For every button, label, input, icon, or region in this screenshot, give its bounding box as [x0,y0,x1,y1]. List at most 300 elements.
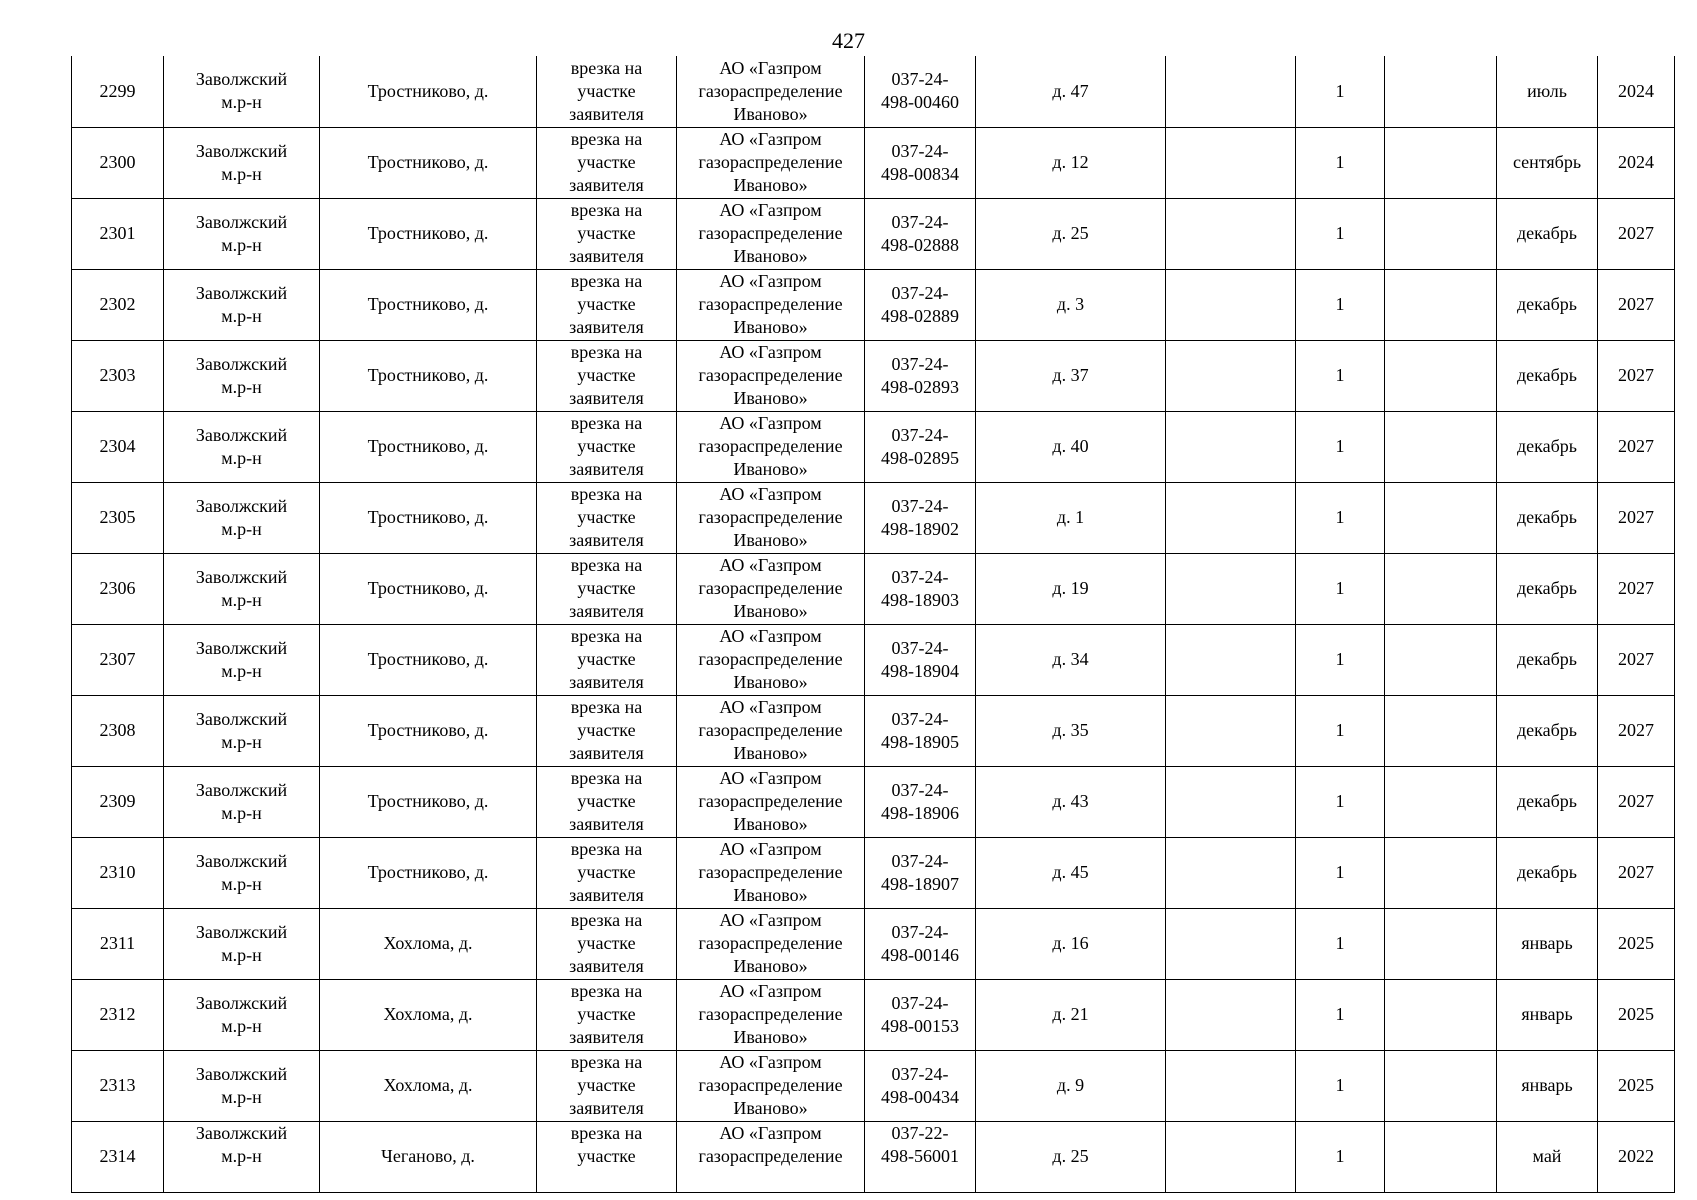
year-cell: 2027 [1598,553,1675,624]
organization-cell [677,837,865,908]
settlement-cell: Тростниково, д. [320,56,537,127]
organization-line: Иваново» [733,317,808,337]
organization-line: газораспределение [698,436,843,456]
quantity-cell: 1 [1296,269,1385,340]
connection-method-line: заявителя [569,459,644,479]
district-cell [164,1121,320,1192]
application-code-line: 498-02889 [881,305,959,326]
organization-cell [677,198,865,269]
connection-method-line: заявителя [569,1027,644,1047]
district-cell [164,979,320,1050]
organization-cell [677,766,865,837]
district-line: м.р-н [221,234,262,255]
application-code-line: 037-24- [891,921,949,942]
settlement-cell: Хохлома, д. [320,1050,537,1121]
house-number-cell: д. 35 [976,695,1166,766]
quantity-cell: 1 [1296,340,1385,411]
settlement-cell: Тростниково, д. [320,198,537,269]
organization-cell [677,1121,865,1192]
empty-cell [1385,411,1497,482]
district-line: Заволжский [195,566,288,587]
district-line: Заволжский [195,424,288,445]
empty-cell [1385,979,1497,1050]
settlement-cell: Тростниково, д. [320,624,537,695]
district-line: м.р-н [221,731,262,752]
house-number-cell: д. 16 [976,908,1166,979]
organization-line: газораспределение [698,80,843,101]
application-code-line: 498-56001 [881,1145,959,1166]
district-line: Заволжский [195,495,288,516]
empty-cell [1166,553,1296,624]
connection-method-line: врезка на [570,626,643,646]
table-row [72,127,1675,198]
quantity-cell: 1 [1296,624,1385,695]
house-number-cell: д. 34 [976,624,1166,695]
connection-method-line: участке [577,791,636,811]
connection-method-line: заявителя [569,743,644,763]
connection-method-line: участке [577,578,636,598]
application-code-line: 498-18903 [881,589,959,610]
month-cell: декабрь [1497,624,1598,695]
house-number-cell: д. 3 [976,269,1166,340]
application-code-cell [865,198,976,269]
district-cell [164,198,320,269]
application-code-cell [865,979,976,1050]
connection-method-line: участке [577,1075,636,1095]
application-code-cell [865,695,976,766]
organization-line: Иваново» [733,103,808,124]
empty-cell [1166,411,1296,482]
application-code-line: 037-24- [891,566,949,587]
connection-method-line: врезка на [570,57,643,78]
connection-method-cell [537,198,677,269]
connection-method-cell [537,269,677,340]
district-line: Заволжский [195,779,288,800]
application-code-line: 037-24- [891,495,949,516]
organization-line: Иваново» [733,814,808,834]
application-code-cell [865,56,976,127]
district-line: Заволжский [195,140,288,161]
application-code-cell [865,766,976,837]
house-number-cell: д. 12 [976,127,1166,198]
organization-cell [677,908,865,979]
organization-line: АО «Газпром [719,768,822,788]
organization-line: АО «Газпром [719,129,822,149]
page-number: 427 [832,28,865,53]
district-line: Заволжский [195,850,288,871]
application-code-cell [865,482,976,553]
empty-cell [1385,56,1497,127]
application-code-line: 037-24- [891,424,949,445]
connection-method-line: участке [577,365,636,385]
district-line: м.р-н [221,802,262,823]
connection-method-line: врезка на [570,413,643,433]
row-number-cell: 2310 [72,837,164,908]
organization-line: газораспределение [698,933,843,953]
district-cell [164,482,320,553]
application-code-line: 037-24- [891,1063,949,1084]
connection-method-line: заявителя [569,885,644,905]
row-number-cell: 2300 [72,127,164,198]
house-number-cell: д. 1 [976,482,1166,553]
organization-line: АО «Газпром [719,697,822,717]
organization-line: Иваново» [733,388,808,408]
connection-method-line: участке [577,720,636,740]
district-line: м.р-н [221,1086,262,1107]
organization-line: АО «Газпром [719,342,822,362]
empty-cell [1385,908,1497,979]
application-code-line: 037-24- [891,353,949,374]
empty-cell [1385,340,1497,411]
table-row [72,979,1675,1050]
connection-method-line: врезка на [570,697,643,717]
application-code-line: 498-00460 [881,92,959,113]
table-row [72,269,1675,340]
month-cell: декабрь [1497,482,1598,553]
district-line: м.р-н [221,376,262,397]
organization-line: газораспределение [698,223,843,243]
row-number-cell: 2308 [72,695,164,766]
connection-method-line: участке [577,1145,636,1166]
organization-line: АО «Газпром [719,1052,822,1072]
district-line: м.р-н [221,1145,262,1166]
organization-cell [677,411,865,482]
month-cell: декабрь [1497,766,1598,837]
empty-cell [1166,908,1296,979]
month-cell: январь [1497,979,1598,1050]
connection-method-cell [537,766,677,837]
year-cell: 2025 [1598,979,1675,1050]
district-line: Заволжский [195,211,288,232]
table-row [72,411,1675,482]
month-cell: июль [1497,56,1598,127]
application-code-line: 037-24- [891,637,949,658]
organization-line: газораспределение [698,649,843,669]
quantity-cell: 1 [1296,198,1385,269]
application-code-cell [865,1121,976,1192]
connection-method-line: врезка на [570,129,643,149]
application-code-line: 498-18905 [881,731,959,752]
connection-method-line: врезка на [570,271,643,291]
connection-method-line: врезка на [570,555,643,575]
table-row [72,908,1675,979]
organization-line: газораспределение [698,507,843,527]
organization-line: газораспределение [698,791,843,811]
organization-cell [677,979,865,1050]
district-line: Заволжский [195,992,288,1013]
connection-method-line: заявителя [569,317,644,337]
connection-method-cell [537,340,677,411]
district-line: м.р-н [221,944,262,965]
month-cell: сентябрь [1497,127,1598,198]
house-number-cell: д. 47 [976,56,1166,127]
year-cell: 2025 [1598,1050,1675,1121]
organization-line: газораспределение [698,862,843,882]
connection-method-line: заявителя [569,672,644,692]
application-code-line: 037-24- [891,992,949,1013]
connection-method-line: врезка на [570,981,643,1001]
row-number-cell: 2309 [72,766,164,837]
connection-method-cell [537,1050,677,1121]
empty-cell [1385,553,1497,624]
connection-method-line: заявителя [569,956,644,976]
row-number-cell: 2312 [72,979,164,1050]
organization-cell [677,553,865,624]
quantity-cell: 1 [1296,766,1385,837]
organization-cell [677,340,865,411]
organization-cell [677,624,865,695]
quantity-cell: 1 [1296,1121,1385,1192]
empty-cell [1385,482,1497,553]
connection-method-cell [537,56,677,127]
district-line: Заволжский [195,1063,288,1084]
district-line: м.р-н [221,589,262,610]
quantity-cell: 1 [1296,979,1385,1050]
year-cell: 2027 [1598,411,1675,482]
settlement-cell: Тростниково, д. [320,411,537,482]
row-number-cell: 2311 [72,908,164,979]
quantity-cell: 1 [1296,1050,1385,1121]
month-cell: декабрь [1497,695,1598,766]
year-cell: 2022 [1598,1121,1675,1192]
connection-method-line: заявителя [569,530,644,550]
application-code-line: 498-18904 [881,660,959,681]
application-code-line: 037-24- [891,850,949,871]
empty-cell [1385,695,1497,766]
organization-line: АО «Газпром [719,555,822,575]
settlement-cell: Тростниково, д. [320,340,537,411]
connection-method-line: участке [577,436,636,456]
quantity-cell: 1 [1296,56,1385,127]
house-number-cell: д. 43 [976,766,1166,837]
organization-line: Иваново» [733,246,808,266]
month-cell: декабрь [1497,340,1598,411]
application-code-line: 037-24- [891,69,949,90]
organization-line: газораспределение [698,720,843,740]
application-code-line: 037-24- [891,140,949,161]
organization-line: Иваново» [733,956,808,976]
table-row [72,624,1675,695]
connection-method-line: врезка на [570,839,643,859]
organization-cell [677,695,865,766]
organization-line: газораспределение [698,1004,843,1024]
connection-method-line: врезка на [570,1052,643,1072]
district-line: м.р-н [221,873,262,894]
house-number-cell: д. 40 [976,411,1166,482]
empty-cell [1385,837,1497,908]
district-line: Заволжский [195,282,288,303]
empty-cell [1166,624,1296,695]
connection-method-cell [537,411,677,482]
row-number-cell: 2303 [72,340,164,411]
organization-line: АО «Газпром [719,839,822,859]
house-number-cell: д. 25 [976,1121,1166,1192]
connection-method-line: заявителя [569,814,644,834]
application-code-cell [865,1050,976,1121]
district-line: м.р-н [221,92,262,113]
month-cell: декабрь [1497,269,1598,340]
organization-line: Иваново» [733,1098,808,1118]
district-cell [164,908,320,979]
empty-cell [1385,624,1497,695]
row-number-cell: 2304 [72,411,164,482]
year-cell: 2027 [1598,766,1675,837]
connection-method-line: участке [577,223,636,243]
application-code-line: 498-18907 [881,873,959,894]
month-cell: декабрь [1497,837,1598,908]
application-code-line: 037-24- [891,708,949,729]
organization-line: газораспределение [698,1145,843,1166]
connection-method-cell [537,908,677,979]
connection-method-line: участке [577,1004,636,1024]
empty-cell [1385,269,1497,340]
quantity-cell: 1 [1296,908,1385,979]
organization-line: газораспределение [698,152,843,172]
connection-method-line: врезка на [570,1122,643,1143]
empty-cell [1166,340,1296,411]
organization-cell [677,269,865,340]
connection-method-line: врезка на [570,342,643,362]
application-code-line: 498-00434 [881,1086,959,1107]
application-code-cell [865,837,976,908]
application-code-line: 037-22- [891,1122,949,1143]
settlement-cell: Тростниково, д. [320,695,537,766]
connection-method-cell [537,1121,677,1192]
quantity-cell: 1 [1296,553,1385,624]
connection-method-line: участке [577,294,636,314]
house-number-cell: д. 37 [976,340,1166,411]
organization-line: АО «Газпром [719,1122,822,1143]
application-code-line: 498-00146 [881,944,959,965]
year-cell: 2027 [1598,198,1675,269]
application-code-cell [865,127,976,198]
district-line: Заволжский [195,921,288,942]
organization-line: АО «Газпром [719,200,822,220]
connection-method-line: врезка на [570,768,643,788]
connection-method-line: врезка на [570,200,643,220]
quantity-cell: 1 [1296,411,1385,482]
table-body [72,56,1675,1192]
year-cell: 2027 [1598,482,1675,553]
year-cell: 2027 [1598,269,1675,340]
connection-method-line: врезка на [570,484,643,504]
month-cell: декабрь [1497,411,1598,482]
connection-method-line: заявителя [569,103,644,124]
application-code-line: 498-18902 [881,518,959,539]
connection-method-line: участке [577,80,636,101]
organization-line: АО «Газпром [719,981,822,1001]
district-line: м.р-н [221,518,262,539]
connection-method-cell [537,553,677,624]
house-number-cell: д. 45 [976,837,1166,908]
organization-line: Иваново» [733,885,808,905]
house-number-cell: д. 19 [976,553,1166,624]
month-cell: январь [1497,1050,1598,1121]
quantity-cell: 1 [1296,127,1385,198]
district-line: Заволжский [195,637,288,658]
connection-method-line: участке [577,152,636,172]
connection-method-line: участке [577,933,636,953]
empty-cell [1385,198,1497,269]
application-code-line: 498-18906 [881,802,959,823]
empty-cell [1166,766,1296,837]
house-number-cell: д. 25 [976,198,1166,269]
empty-cell [1166,482,1296,553]
organization-line: АО «Газпром [719,57,822,78]
settlement-cell: Тростниково, д. [320,837,537,908]
district-line: м.р-н [221,447,262,468]
row-number-cell: 2299 [72,56,164,127]
application-code-cell [865,624,976,695]
connection-method-line: участке [577,649,636,669]
organization-line: АО «Газпром [719,484,822,504]
row-number-cell: 2306 [72,553,164,624]
empty-cell [1385,1050,1497,1121]
table-row [72,766,1675,837]
organization-line: Иваново» [733,530,808,550]
organization-cell [677,127,865,198]
year-cell: 2025 [1598,908,1675,979]
application-code-line: 498-02895 [881,447,959,468]
organization-line: Иваново» [733,672,808,692]
year-cell: 2027 [1598,695,1675,766]
connection-method-cell [537,837,677,908]
organization-line: Иваново» [733,1027,808,1047]
district-cell [164,1050,320,1121]
organization-line: газораспределение [698,365,843,385]
district-line: Заволжский [195,353,288,374]
district-cell [164,624,320,695]
month-cell: январь [1497,908,1598,979]
organization-line: Иваново» [733,459,808,479]
connection-method-line: заявителя [569,388,644,408]
table-row [72,198,1675,269]
gas-connection-table [71,56,1675,1193]
month-cell: май [1497,1121,1598,1192]
connection-method-line: заявителя [569,175,644,195]
organization-line: АО «Газпром [719,626,822,646]
quantity-cell: 1 [1296,837,1385,908]
house-number-cell: д. 9 [976,1050,1166,1121]
settlement-cell: Тростниково, д. [320,553,537,624]
organization-cell [677,1050,865,1121]
organization-line: АО «Газпром [719,413,822,433]
row-number-cell: 2314 [72,1121,164,1192]
district-line: м.р-н [221,163,262,184]
application-code-line: 037-24- [891,282,949,303]
organization-line: газораспределение [698,578,843,598]
empty-cell [1166,979,1296,1050]
district-line: м.р-н [221,305,262,326]
organization-line: Иваново» [733,743,808,763]
application-code-line: 498-00153 [881,1015,959,1036]
organization-cell [677,56,865,127]
district-cell [164,127,320,198]
application-code-cell [865,908,976,979]
row-number-cell: 2307 [72,624,164,695]
row-number-cell: 2305 [72,482,164,553]
organization-cell [677,482,865,553]
application-code-cell [865,269,976,340]
organization-line: газораспределение [698,294,843,314]
year-cell: 2024 [1598,127,1675,198]
district-line: м.р-н [221,660,262,681]
connection-method-cell [537,624,677,695]
year-cell: 2027 [1598,624,1675,695]
organization-line: газораспределение [698,1075,843,1095]
connection-method-line: участке [577,862,636,882]
year-cell: 2024 [1598,56,1675,127]
